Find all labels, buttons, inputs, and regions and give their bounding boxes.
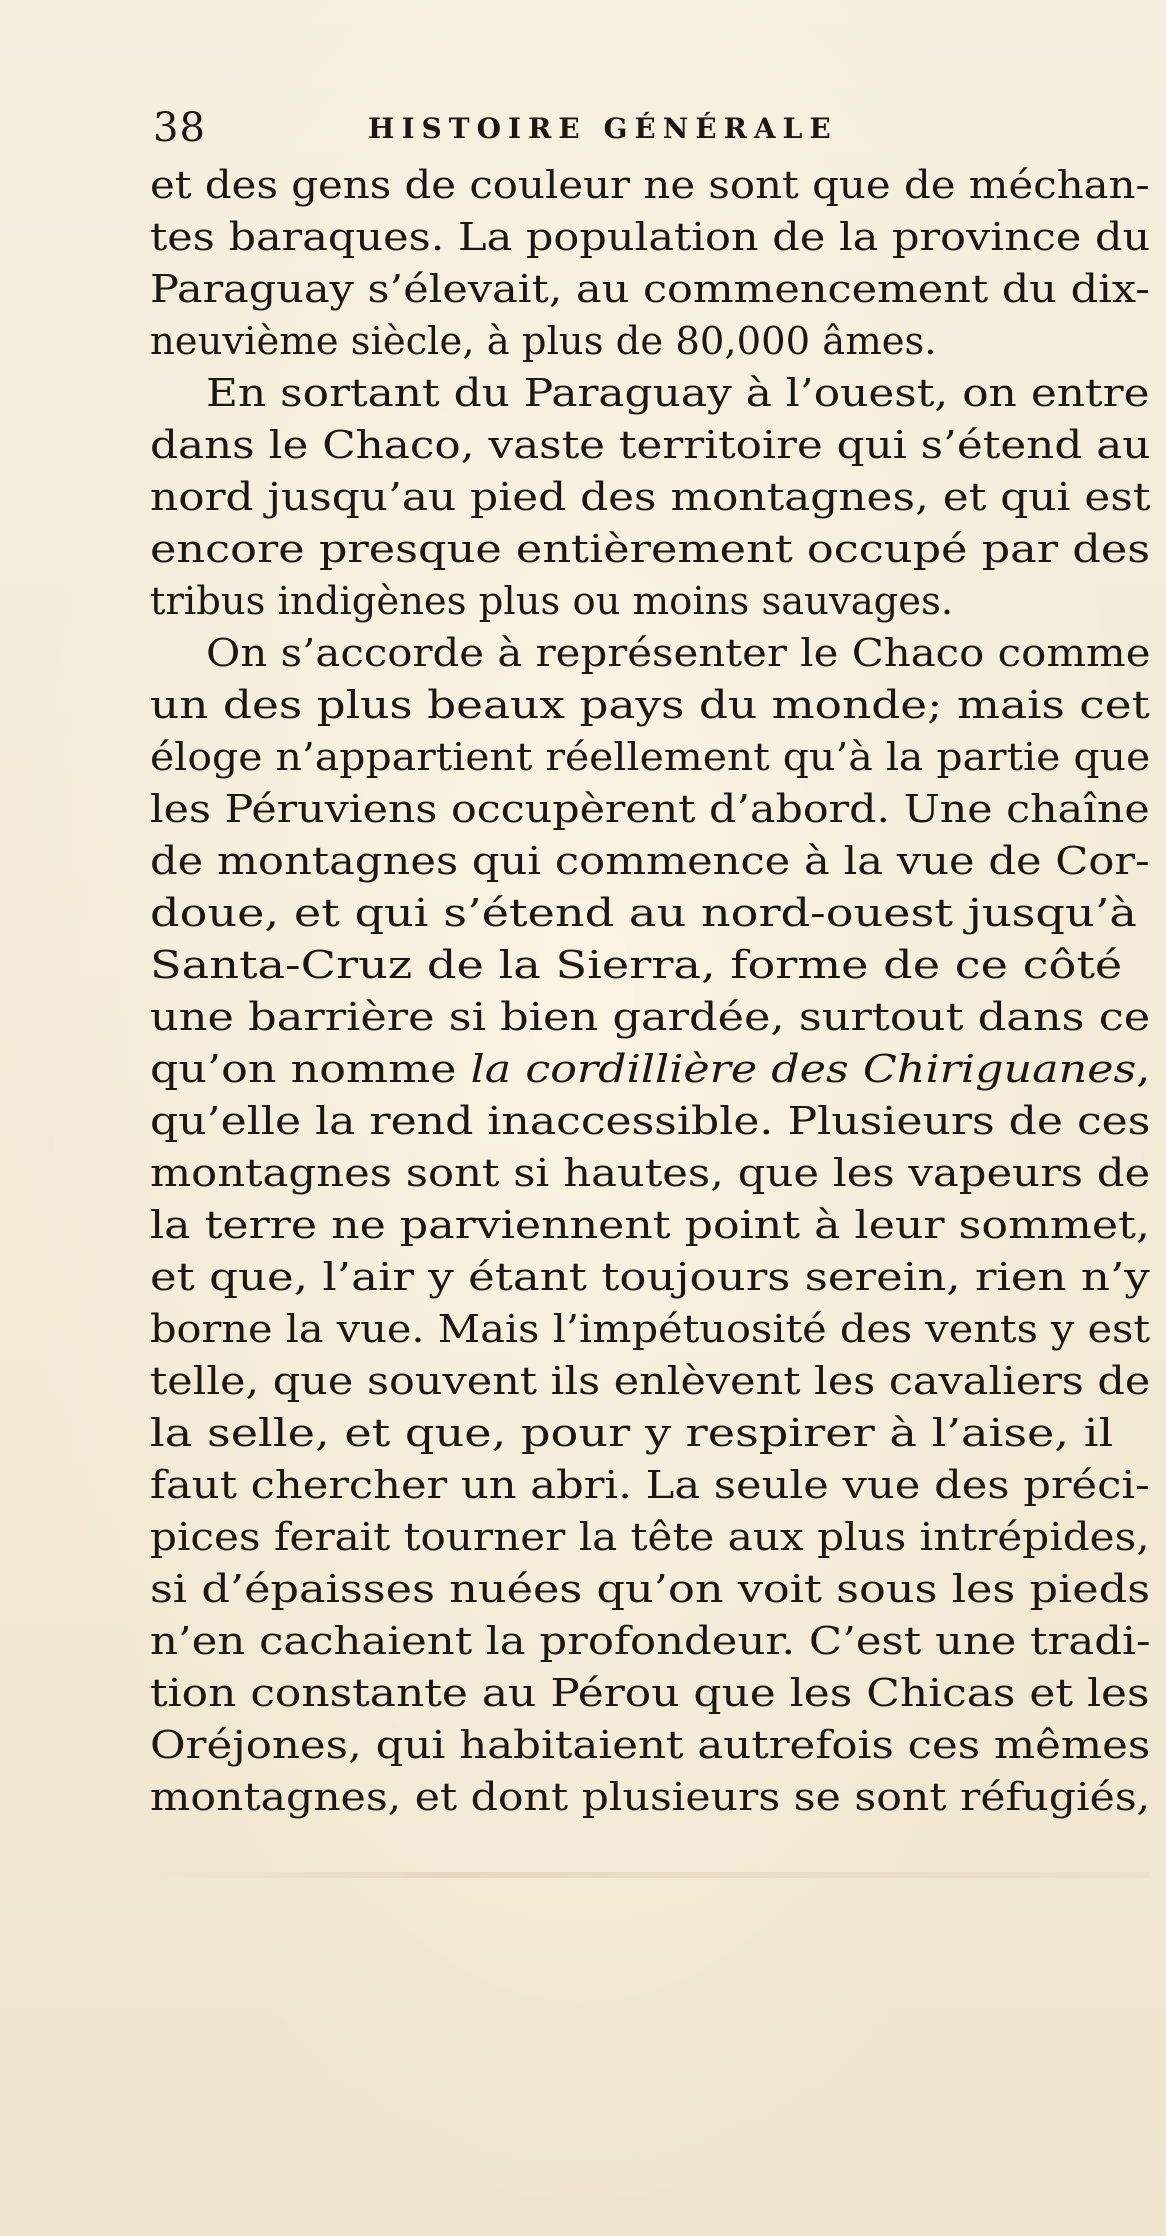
text-line (150, 264, 1150, 316)
text-line (150, 940, 1122, 992)
print-smudge (150, 1872, 1150, 1878)
line-text: éloge n’appartient réellement qu’à la partie que (150, 735, 1151, 780)
line-italic-text: la cordillière des Chiriguanes (470, 1047, 1137, 1092)
line-text: doue, et qui s’étend au nord-ouest jusqu’à (150, 891, 1137, 936)
text-line (150, 1616, 1151, 1668)
line-text: les Péruviens occupèrent d’abord. Une chaîne (150, 787, 1150, 832)
line-text: si d’épaisses nuées qu’on voit sous les pieds (150, 1567, 1151, 1612)
text-line (150, 576, 953, 628)
line-text: Oréjones, qui habitaient autrefois ces mêmes (150, 1723, 1151, 1768)
page-number: 38 (153, 105, 206, 151)
text-line (150, 472, 1150, 524)
text-line (150, 680, 1150, 732)
line-text: un des plus beaux pays du monde; mais cet (150, 683, 1150, 728)
line-text: telle, que souvent ils enlèvent les cavaliers de (150, 1359, 1151, 1404)
line-text: qu’on nomme (150, 1047, 471, 1092)
line-text: tribus indigènes plus ou moins sauvages. (150, 579, 954, 624)
text-line (150, 1408, 1113, 1460)
text-line (206, 368, 1150, 420)
text-line (150, 836, 1150, 888)
line-text: qu’elle la rend inaccessible. Plusieurs de ces (150, 1099, 1151, 1144)
text-line (150, 160, 1150, 212)
line-text: montagnes, et dont plusieurs se sont réfugiés, (150, 1775, 1151, 1820)
line-text: pices ferait tourner la tête aux plus intrépides, (150, 1515, 1150, 1560)
text-line (150, 1772, 1150, 1824)
text-line (150, 1148, 1150, 1200)
text-line (150, 1564, 1150, 1616)
line-text: faut chercher un abri. La seule vue des préci- (150, 1463, 1150, 1508)
running-head (153, 103, 913, 153)
text-line (150, 1200, 1150, 1252)
line-text: et des gens de couleur ne sont que de méchan- (150, 163, 1150, 208)
line-text: borne la vue. Mais l’impétuosité des vents y est (150, 1307, 1151, 1352)
text-line (150, 1356, 1150, 1408)
text-line (150, 316, 937, 368)
text-line (150, 992, 1150, 1044)
text-line (150, 212, 1150, 264)
line-text: de montagnes qui commence à la vue de Cor- (150, 839, 1150, 884)
text-line (206, 628, 1151, 680)
text-line (150, 1512, 1150, 1564)
line-text: la selle, et que, pour y respirer à l’aise, il (150, 1411, 1114, 1456)
line-text: n’en cachaient la profondeur. C’est une tradi- (150, 1619, 1151, 1664)
text-line (150, 732, 1150, 784)
running-title: HISTOIRE GÉNÉRALE (368, 112, 838, 145)
text-line (150, 784, 1150, 836)
text-line (150, 1720, 1150, 1772)
line-trailing-text: , (1136, 1047, 1151, 1092)
line-text: et que, l’air y étant toujours serein, rien n’y (150, 1255, 1150, 1300)
line-text: nord jusqu’au pied des montagnes, et qui est (150, 475, 1151, 520)
text-line (150, 1096, 1150, 1148)
line-text: dans le Chaco, vaste territoire qui s’étend au (150, 423, 1151, 468)
line-text: tes baraques. La population de la province du (150, 215, 1151, 260)
line-text: On s’accorde à représenter le Chaco comme (206, 631, 1151, 676)
text-line (150, 1304, 1150, 1356)
line-text: neuvième siècle, à plus de 80,000 âmes. (150, 319, 937, 364)
line-text: Paraguay s’élevait, au commencement du dix- (150, 267, 1150, 312)
line-text: encore presque entièrement occupé par des (150, 527, 1151, 572)
line-text: une barrière si bien gardée, surtout dans ce (150, 995, 1151, 1040)
text-line (150, 1252, 1150, 1304)
line-text: montagnes sont si hautes, que les vapeurs de (150, 1151, 1151, 1196)
text-line (150, 1044, 1150, 1096)
line-text: Santa-Cruz de la Sierra, forme de ce côté (150, 943, 1123, 988)
text-line (150, 888, 1137, 940)
text-line (150, 1668, 1150, 1720)
text-line (150, 420, 1150, 472)
text-line (150, 1460, 1150, 1512)
text-line (150, 524, 1150, 576)
line-text: tion constante au Pérou que les Chicas et les (150, 1671, 1150, 1716)
line-text: En sortant du Paraguay à l’ouest, on entre (206, 371, 1150, 416)
line-text: la terre ne parviennent point à leur sommet, (150, 1203, 1150, 1248)
